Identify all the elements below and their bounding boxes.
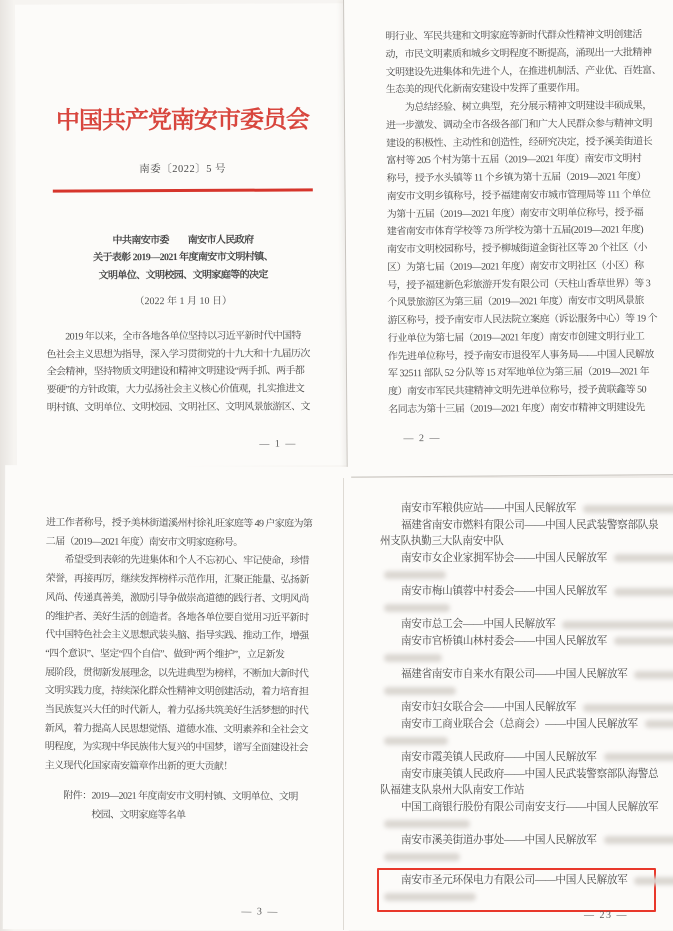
unit-pair-text: 队福建支队泉州大队南安工作站 [380, 785, 525, 797]
unit-pair-text: 南安市总工会——中国人民解放军 [401, 619, 556, 631]
text-line: 校园、文明家庭等名单 [44, 808, 186, 821]
document-number: 南委〔2022〕5 号 [139, 163, 227, 176]
list-item [380, 501, 650, 518]
unit-pair-text: 南安市军粮供应站——中国人民解放军 [401, 503, 576, 514]
list-item [380, 700, 650, 717]
text-line: 进一步激发、调动全市各级各部门和广大人民群众参与精神文明 [385, 118, 653, 132]
text-line: 希望受到表彰的先进集体和个人不忘初心、牢记使命，珍惜 [45, 554, 309, 568]
redaction-blur [645, 720, 673, 728]
list-item [380, 634, 650, 651]
redaction-blur [384, 820, 470, 828]
text-line: “四个意识”、坚定“四个自信”、做到“两个维护”，立足新发 [45, 648, 285, 661]
text-line: 号，授予福建新色彩旅游开发有限公司（天柱山香草世界）等 3 [387, 277, 651, 291]
list-item [380, 873, 650, 890]
redaction-blur [384, 654, 442, 662]
page-number: — 23 — [584, 910, 628, 921]
text-line: 展阶段，贯彻新发展理念，以先进典型为榜样，不断加大新时代 [45, 666, 309, 680]
redaction-blur [634, 877, 673, 885]
unit-pair-text: 南安市霞美镇人民政府——中国人民解放军 [401, 751, 597, 763]
list-item [380, 816, 650, 833]
text-line: 区）为第七届（2019—2021 年度）南安市文明社区（小区）称 [387, 260, 644, 274]
redaction-blur [384, 893, 476, 901]
text-line: 2019 年以来，全市各地各单位坚持以习近平新时代中国特 [46, 330, 301, 343]
page-3 [3, 465, 351, 931]
redaction-blur [384, 737, 448, 745]
page3-body-text [3, 465, 351, 826]
redaction-blur [562, 621, 673, 629]
unit-pair-text: 南安市妇女联合会——中国人民解放军 [401, 702, 576, 714]
redaction-blur [604, 836, 673, 844]
list-item [380, 717, 650, 734]
redaction-blur [634, 671, 673, 679]
list-item [380, 667, 650, 684]
text-line: 风尚、传递真善美，激励引导争做崇高道德的践行者、文明风尚 [45, 592, 309, 605]
text-line: 当民族复兴大任的时代新人，着力弘扬共筑美好生活梦想的时代 [44, 704, 309, 717]
unit-pair-text: 南安市溪美街道办事处——中国人民解放军 [401, 834, 597, 846]
document-title [16, 231, 350, 286]
unit-pair-text: 州支队执勤三大队南安中队 [380, 536, 504, 548]
redaction-blur [583, 505, 673, 513]
page-number: — 2 — [403, 432, 442, 445]
page-1 [15, 3, 351, 466]
redaction-blur [384, 604, 450, 612]
unit-pair-text: 中国工商银行股份有限公司南安支行——中国人民解放军 [401, 801, 659, 813]
text-line: 名同志为第十三届（2019—2021 年度）南安市精神文明建设先 [388, 402, 645, 416]
page-2 [343, 0, 673, 478]
redaction-blur [614, 588, 673, 596]
redaction-blur [384, 853, 460, 861]
unit-pair-text: 南安市工商业联合会（总商会）——中国人民解放军 [401, 718, 638, 730]
list-item [380, 650, 650, 667]
list-item [380, 601, 650, 618]
text-line: 生态美的现代化新南安建设中发挥了重要作用。 [385, 83, 586, 96]
text-line: 为总结经验、树立典型，充分展示精神文明建设丰硕成果， [385, 100, 652, 114]
document-date: （2022 年 1 月 10 日） [134, 295, 233, 308]
text-line: 南安市文明校园称号，授予柳城街道金街社区等 20 个社区（小 [386, 242, 648, 256]
text-line: 代中国特色社会主义思想武装头脑、指导实践、推动工作，增强 [45, 629, 309, 642]
list-item [380, 584, 650, 601]
list-item [380, 518, 659, 535]
text-line: 南安市文明乡镇称号，授予福建南安市城市管理局等 111 个单位 [386, 189, 651, 203]
highlight-box [377, 868, 656, 912]
text-line: 军 32511 部队 52 分队等 15 对军地单位为第三届（2019—2021 年 [387, 366, 650, 380]
text-line: 要硬”的方针政策，大力弘扬社会主义核心价值观，扎实推进文 [46, 383, 305, 396]
red-separator-rule [53, 188, 313, 192]
list-item [380, 684, 650, 701]
text-line: 游区称号，授予南安市人民法院立案庭（诉讼服务中心）等 19 个 [387, 313, 658, 327]
list-item [380, 890, 650, 907]
text-line: 建省南安市体育学校等 73 所学校为第十五届(2019—2021 年度) [386, 224, 644, 238]
text-line: 明行业、军民共建和文明家庭等新时代群众性精神文明创建活 [385, 29, 642, 43]
text-line: 进工作者称号，授予美林街道溪州村徐礼旺家庭等 49 户家庭为第 [45, 517, 313, 530]
text-line: 中共南安市委 南安市人民政府 [112, 234, 254, 246]
redaction-blur [614, 554, 673, 562]
text-line: 为第十五届（2019—2021 年度）南安市文明单位称号，授予福 [386, 206, 644, 220]
list-item [380, 849, 650, 866]
page2-body-text [344, 0, 673, 419]
list-item [380, 767, 659, 784]
text-line: 的维护者、美好生活的创造者。各地各单位要自觉用习近平新时 [45, 610, 309, 624]
list-item [380, 750, 650, 767]
unit-pair-text: 南安市女企业家拥军协会——中国人民解放军 [401, 552, 607, 564]
unit-pair-rows [380, 501, 659, 866]
unit-pair-text: 南安市圣元环保电力有限公司——中国人民解放军 [401, 875, 628, 887]
redaction-blur [614, 637, 673, 645]
list-item [380, 800, 659, 817]
text-line: 度）南安市军民共建精神文明先进单位称号，授予黄联鑫等 50 [388, 384, 647, 398]
page-number: — 1 — [259, 438, 297, 450]
text-line: 个风景旅游区为第三届（2019—2021 年度）南安市文明风景旅 [387, 295, 644, 309]
page-number: — 3 — [241, 906, 279, 918]
issuing-organ-title: 中国共产党南安市委员会 [55, 107, 310, 135]
text-line: 明村镇、文明单位、文明校园、文明社区、文明风景旅游区、文 [46, 401, 310, 414]
unit-pair-list [344, 478, 673, 912]
unit-pair-text: 南安市官桥镇山林村委会——中国人民解放军 [401, 635, 607, 647]
attachment-note [44, 787, 309, 826]
redaction-blur [384, 687, 456, 695]
unit-pair-text: 福建省南安市自来水有限公司——中国人民解放军 [401, 668, 628, 680]
text-line: 二届（2019—2021 年度）南安市文明家庭称号。 [45, 536, 243, 549]
list-item [380, 534, 650, 551]
text-line: 建设的积极性、主动性和创造性，经研究决定，授予溪美街道长 [386, 135, 653, 149]
redaction-blur [604, 753, 673, 761]
unit-pair-text: 福建省南安市燃料有限公司——中国人民武装警察部队泉 [401, 519, 659, 531]
text-line: 明程度，为实现中华民族伟大复兴的中国梦，谱写全面建设社会 [44, 741, 308, 755]
text-line: 文明单位、文明校园、文明家庭等的决定 [98, 269, 268, 282]
unit-pair-text: 南安市康美镇人民政府——中国人民武装警察部队海警总 [401, 768, 659, 780]
text-line: 作先进单位称号，授予南安市退役军人事务局——中国人民解放 [387, 348, 654, 362]
list-item [380, 551, 650, 568]
text-line: 富村等 205 个村为第十五届（2019—2021 年度）南安市文明村 [386, 153, 642, 167]
page-23 [343, 478, 673, 930]
list-item [380, 617, 650, 634]
list-item [380, 567, 650, 584]
text-line: 荣誉，再接再厉，继续发挥榜样示范作用，汇聚正能量、弘扬新 [45, 573, 309, 586]
text-line: 主义现代化国家南安篇章作出新的更大贡献！ [44, 760, 233, 773]
text-line: 行业单位为第七届（2019—2021 年度）南安市创建文明行业工 [387, 331, 645, 345]
text-line: 文明实践力度，持续深化群众性精神文明创建活动，着力培育担 [45, 685, 309, 699]
redaction-blur [583, 704, 673, 712]
page3-paragraphs [45, 514, 311, 777]
text-line: 色社会主义思想为指导，深入学习贯彻党的十九大和十九届历次 [46, 348, 310, 361]
unit-pair-text: 南安市梅山镇蓉中村委会——中国人民解放军 [401, 585, 607, 597]
text-line: 动，市民文明素质和城乡文明程度不断提高，涌现出一大批精神 [385, 47, 652, 61]
text-line: 关于表彰 2019—2021 年度南安市文明村镇、 [93, 251, 274, 264]
list-item [380, 833, 650, 850]
list-item [380, 733, 650, 750]
list-item [380, 783, 650, 800]
text-line: 附件：2019—2021 年度南安市文明村镇、文明单位、文明 [44, 790, 298, 803]
redaction-blur [384, 571, 446, 579]
text-line: 称号，授予水头镇等 11 个乡镇为第十五届（2019—2021 年度） [386, 171, 647, 185]
page1-body-text [46, 327, 322, 417]
text-line: 全会精神，坚持物质文明建设和精神文明建设“两手抓、两手都 [46, 365, 305, 379]
text-line: 新风，着力提高人民思想觉悟、道德水准、文明素养和全社会文 [44, 723, 309, 736]
text-line: 文明建设先进集体和先进个人，在推进机制活、产业优、百姓富、 [385, 64, 662, 78]
